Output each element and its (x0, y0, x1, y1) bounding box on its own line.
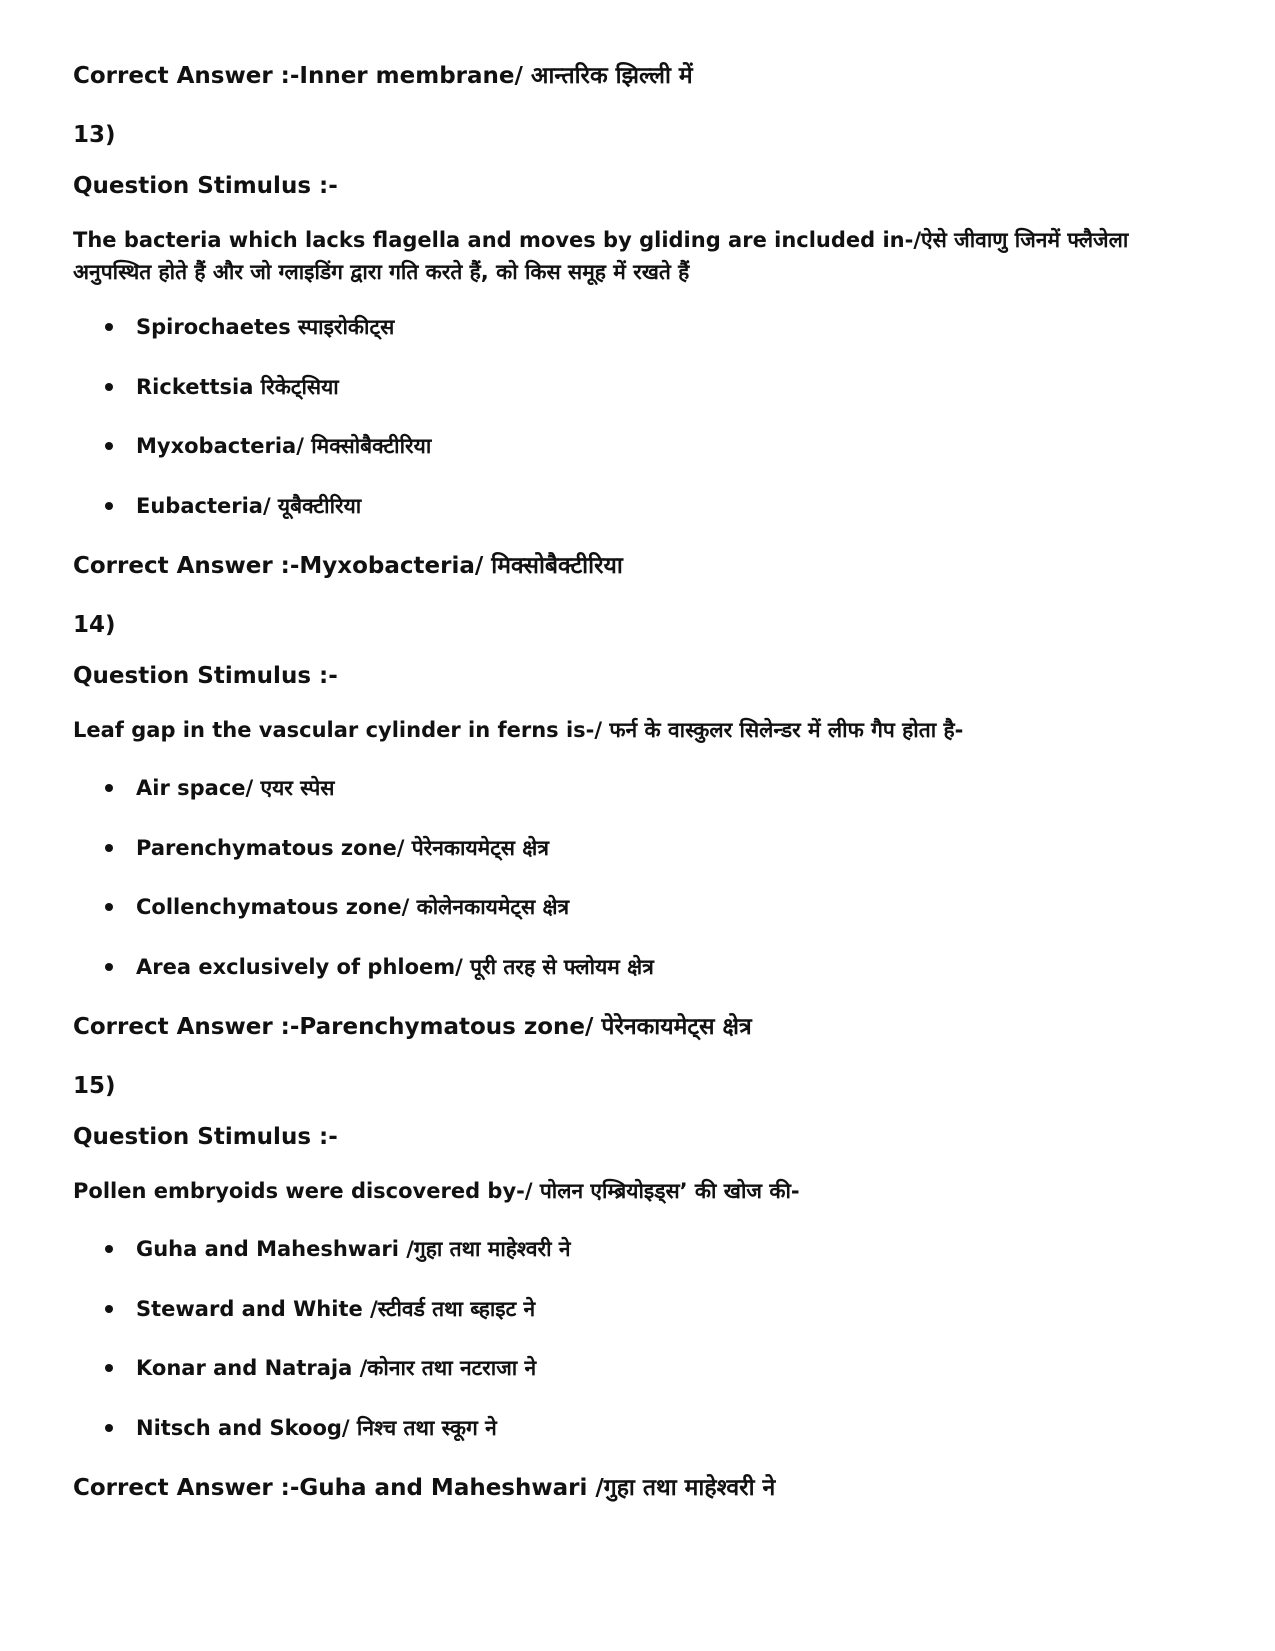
bullet-icon (105, 383, 113, 391)
question-number-15: 15) (73, 1073, 116, 1099)
question-stem-14: Leaf gap in the vascular cylinder in ferns is-/ फर्न के वास्कुलर सिलेन्डर में लीफ गैप होता है- (73, 718, 964, 742)
option-14-c (105, 893, 569, 921)
option-13-d (105, 492, 361, 520)
option-text: Area exclusively of phloem/ पूरी तरह से फ्लोयम क्षेत्र (136, 955, 654, 979)
question-stimulus-label-14: Question Stimulus :- (73, 663, 338, 689)
option-text: Myxobacteria/ मिक्सोबैक्टीरिया (136, 434, 432, 458)
bullet-icon (105, 323, 113, 331)
correct-answer-15: Correct Answer :-Guha and Maheshwari /गुहा तथा माहेश्वरी ने (73, 1475, 776, 1501)
option-text: Spirochaetes स्पाइरोकीट्स (136, 315, 395, 339)
option-14-a (105, 774, 334, 802)
bullet-icon (105, 784, 113, 792)
bullet-icon (105, 502, 113, 510)
bullet-icon (105, 1305, 113, 1313)
bullet-icon (105, 1424, 113, 1432)
option-14-b (105, 834, 549, 862)
correct-answer-13: Correct Answer :-Myxobacteria/ मिक्सोबैक्टीरिया (73, 553, 623, 579)
option-13-c (105, 432, 431, 460)
option-text: Konar and Natraja /कोनार तथा नटराजा ने (136, 1356, 537, 1380)
option-text: Rickettsia रिकेट्सिया (136, 375, 339, 399)
option-15-a (105, 1235, 571, 1263)
option-text: Eubacteria/ यूबैक्टीरिया (136, 494, 362, 518)
option-text: Nitsch and Skoog/ निश्च तथा स्कूग ने (136, 1416, 497, 1440)
question-number-14: 14) (73, 612, 116, 638)
correct-answer-14: Correct Answer :-Parenchymatous zone/ पेरेनकायमेट्स क्षेत्र (73, 1014, 752, 1040)
option-14-d (105, 953, 654, 981)
bullet-icon (105, 963, 113, 971)
option-15-c (105, 1354, 536, 1382)
question-stimulus-label-13: Question Stimulus :- (73, 173, 338, 199)
question-stem-15: Pollen embryoids were discovered by-/ पोलन एम्ब्रियोइड्स’ की खोज की- (73, 1179, 800, 1203)
bullet-icon (105, 1245, 113, 1253)
option-15-b (105, 1295, 535, 1323)
option-text: Collenchymatous zone/ कोलेनकायमेट्स क्षेत्र (136, 895, 570, 919)
option-text: Parenchymatous zone/ पेरेनकायमेट्स क्षेत्र (136, 836, 549, 860)
question-stem-13: The bacteria which lacks flagella and moves by gliding are included in-/ऐसे जीवाणु जिनमें फ्लैजेला अनुपस्थित होते हैं और जो ग्लाइडिंग द्वारा गति करते हैं, को किस समूह में रखते हैं (73, 228, 1129, 284)
option-text: Steward and White /स्टीवर्ड तथा ब्हाइट ने (136, 1297, 536, 1321)
bullet-icon (105, 1364, 113, 1372)
option-13-b (105, 373, 339, 401)
bullet-icon (105, 844, 113, 852)
option-15-d (105, 1414, 497, 1442)
question-number-13: 13) (73, 122, 116, 148)
previous-correct-answer: Correct Answer :-Inner membrane/ आन्तरिक झिल्ली में (73, 63, 693, 89)
option-text: Guha and Maheshwari /गुहा तथा माहेश्वरी ने (136, 1237, 571, 1261)
option-13-a (105, 313, 394, 341)
bullet-icon (105, 903, 113, 911)
option-text: Air space/ एयर स्पेस (136, 776, 335, 800)
bullet-icon (105, 442, 113, 450)
question-stimulus-label-15: Question Stimulus :- (73, 1124, 338, 1150)
